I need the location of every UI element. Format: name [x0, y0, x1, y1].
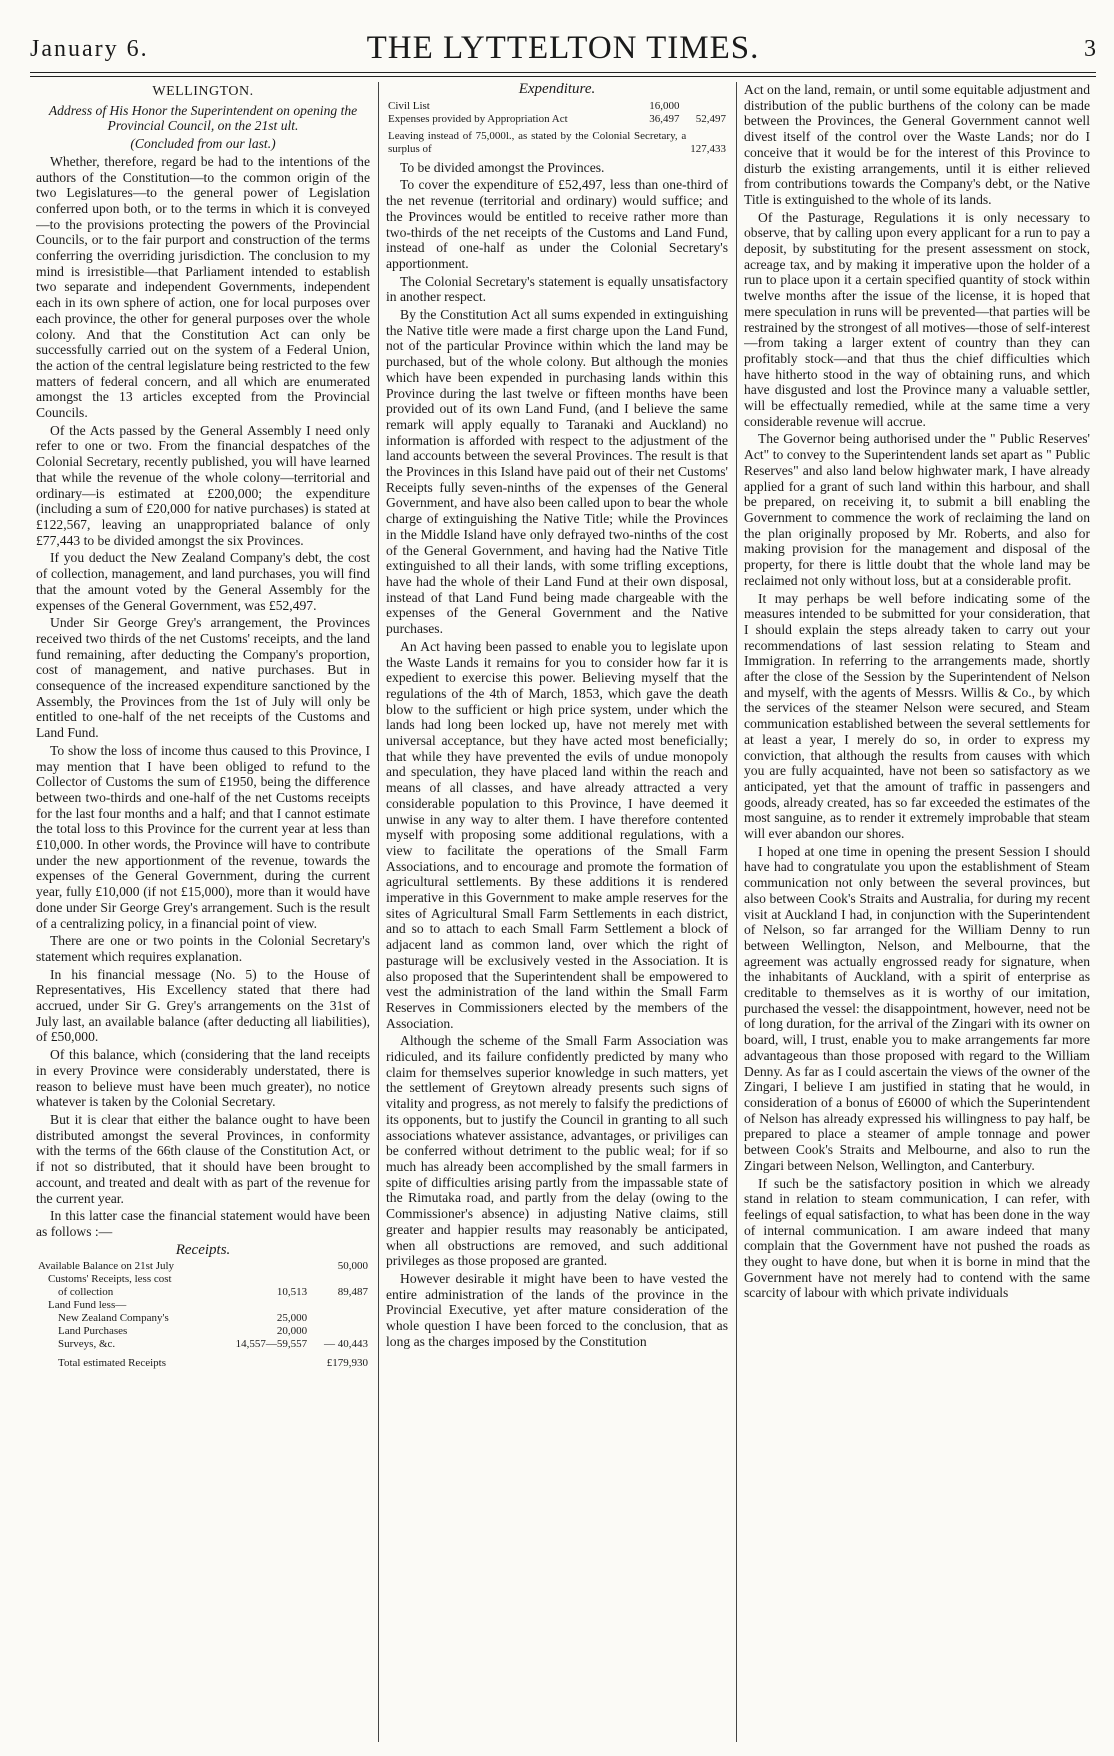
paragraph: The Governor being authorised under the " Public Reserves' Act" to convey to the Superintendent lands set apart as " Public Reserves" and also land below highwater mark, I have already applied for a grant of such land within this harbour, and shall be prepared, on receiving it, to submit a bill enabling the Government to commence the work of reclaiming the land on the plan originally proposed by Mr. Roberts, and also for making provision for the management and disposal of the property, for there is little doubt that the whole land may be reclaimed not only without loss, but at a considerable profit. — [744, 431, 1090, 588]
article-subheading: Address of His Honor the Superintendent on opening the Provincial Council, on the 21st ult. — [48, 102, 358, 134]
paragraph: There are one or two points in the Colonial Secretary's statement which requires explanation. — [36, 933, 370, 964]
paragraph: If you deduct the New Zealand Company's debt, the cost of collection, management, and land purchases, you will find that the amount voted by the General Assembly for the expenses of the General Government, was £52,497. — [36, 550, 370, 613]
row-amount: 25,000 — [276, 1312, 308, 1325]
column-divider — [736, 82, 737, 1742]
masthead — [30, 30, 1096, 74]
table-row — [36, 1286, 370, 1299]
paragraph: An Act having been passed to enable you to legislate upon the Waste Lands it remains for you to consider how far it is expedient to exercise this power. Believing myself that the regulations of the 4th of March, 1853, which gave the death blow to the sufficient or high price system, under which the lands had long been locked up, have not merely met with universal acceptance, but they have acted most beneficially; that while they have prevented the evils of undue monopoly and speculation, they have placed land within the reach and means of all classes, and have already attracted a very considerable population to this Province, I have deemed it unwise in any way to alter them. I have therefore contented myself with proposing some additional regulations, with a view to facilitate the operations of the Small Farm Associations, and to encourage and promote the formation of agricultural settlements. By these additions it is rendered imperative in this Government to make ample reserves for the sites of Agricultural Small Farm Settlements in each district, and so to attach to each Small Farm Settlement a block of adjacent land as common land, over which the right of pasturage will be exclusively vested in the Association. It is also proposed that the Superintendent shall be empowered to vest the administration of the land within the Small Farm Reserves in Commissioners elected by the members of the Association. — [386, 638, 728, 1031]
paragraph: But it is clear that either the balance ought to have been distributed amongst the several Provinces, in conformity with the terms of the 66th clause of the Constitution Act, or if not so distributed, that it should have been brought to account, and treated and dealt with as part of the revenue for the current year. — [36, 1112, 370, 1206]
row-label: Expenses provided by Appropriation Act — [388, 112, 568, 125]
paragraph: Of the Pasturage, Regulations it is only necessary to observe, that by calling upon every applicant for a run to pay a deposit, by substituting for the present assessment on stock, acreage tax, and by making it imperative upon the holder of a run to place upon it a certain specified quantity of stock within twelve months after the issue of the license, it is hoped that mere speculation in runs will be prevented—that parties will be restrained by the strongest of all motives—those of self-interest—from taking a larger extent of country than they can profitably stock—and that thus the chief difficulties which have hitherto stood in the way of obtaining runs, and which have disgusted and lost the Province many a valuable settler, will be effectually remedied, while at the same time a very considerable revenue will accrue. — [744, 209, 1090, 429]
paragraph: Act on the land, remain, or until some equitable adjustment and distribution of the public burthens of the colony can be made between the Provinces, the General Government cannot well divest itself of the control over the Waste Lands; nor do I conceive that it would be for the interest of this Province to disturb the existing arrangements, until it is either relieved from contributions towards the Company's debt, or the Native Title is extinguished to the whole of its lands. — [744, 82, 1090, 207]
row-total: 50,000 — [337, 1260, 368, 1273]
masthead-rule-2 — [30, 76, 1096, 77]
paragraph: Although the scheme of the Small Farm Association was ridiculed, and its failure confidently predicted by many who claim for themselves superior knowledge in such matters, yet the settlement of Greytown already presents such signs of vitality and progress, as not merely to falsify the predictions of its opponents, but to justify the Council in granting to all such associations whatever assistance, advantages, or priviliges can be conferred without detriment to the public weal; for if so much has already been accomplished by the small farmers in spite of difficulties arising partly from the impassable state of the Rimutaka road, and partly from the delay (owing to the Commissioner's absence) in adjusting Native claims, still greater and happier results may reasonably be anticipated, when all obstructions are removed, and such additional privileges as those proposed are granted. — [386, 1033, 728, 1269]
row-amount: 14,557—59,557 — [235, 1338, 308, 1351]
paragraph: If such be the satisfactory position in which we already stand in relation to steam communication, I can refer, with feelings of equal satisfaction, to what has been done in the way of internal communication. I am aware indeed that many complain that the Government have not pushed the roads as they ought to have done, but when it is borne in mind that the Government have not merely had to contend with the same scarcity of labour with which private individuals — [744, 1175, 1090, 1301]
paragraph: However desirable it might have been to have vested the entire administration of the lands of the province in the Provincial Executive, yet after mature consideration of the whole question I have been forced to the conclusion, that as long as the charges imposed by the Constitution — [386, 1270, 728, 1349]
row-amount: 10,513 — [276, 1286, 308, 1299]
newspaper-title: THE LYTTELTON TIMES. — [366, 30, 760, 66]
row-amount: 36,497 — [649, 112, 680, 125]
table-total-row — [36, 1351, 370, 1370]
table-row — [36, 1273, 370, 1286]
table-row — [36, 1299, 370, 1312]
row-label: of collection — [58, 1286, 114, 1299]
paragraph: To be divided amongst the Provinces. — [400, 159, 605, 175]
paragraph: In his financial message (No. 5) to the House of Representatives, His Excellency stated that there had accrued, under Sir G. Grey's arrangements on the 31st of July last, an available balance (after deducting all liabilities), of £50,000. — [36, 966, 370, 1045]
expenditure-table — [386, 100, 728, 126]
masthead-rule — [30, 72, 1096, 73]
table-row — [36, 1338, 370, 1351]
column-2 — [386, 82, 728, 1742]
paragraph: Whether, therefore, regard be had to the intentions of the authors of the Constitution—to the common origin of the two Legislatures—to the general power of Legislation conferred upon both, or to the terms in which it is conveyed—to the provisions protecting the powers of the Provincial Councils, or to the fair purport and construction of the terms conferring the overriding jurisdiction. The conclusion to my mind is irresistible—that Parliament intended to establish two separate and independent Governments, independent each in its own sphere of action, one for local purposes over each province, the other for general purposes over the whole colony. And that the Constitution Act can only be successfully carried out on the system of a Federal Union, the action of the central legislature being restricted to the few matters of federal concern, and all which are enumerated amongst the 13 articles excepted from the Provincial Councils. — [36, 153, 370, 421]
row-total — [682, 100, 728, 113]
column-divider — [378, 82, 379, 1742]
paragraph: It may perhaps be well before indicating some of the measures intended to be submitted for your consideration, that I should explain the steps already taken to carry out your recommendations of last session relating to Steam and Immigration. In referring to the arrangements made, shortly after the close of the Session by the Superintendent of Nelson and myself, with the agents of Messrs. Willis & Co., by which the services of the steamer Nelson were secured, and Steam communication established between the several settlements for at least a year, I merely do so, in order to express my conviction, that although the results from causes with which you are fully acquainted, have not been so satisfactory as we anticipated, yet that the amount of traffic in passengers and goods, already created, has so far exceeded the estimates of the most sanguine, as to render it extremely improbable that steam will ever abandon our shores. — [744, 590, 1090, 842]
row-amount — [213, 1273, 309, 1286]
receipts-table — [36, 1260, 370, 1370]
paragraph: By the Constitution Act all sums expended in extinguishing the Native title were made a first charge upon the Land Fund, not of the particular Province within which the land may be purchased, but of the whole colony. But although the monies which have been expended in purchasing lands within this Province during the last twelve or fifteen months have been provided out of its own Land Fund, (and I believe the same remark will apply equally to Taranaki and Auckland) no information is afforded with respect to the adjustment of the land accounts between the several Provinces. The result is that the Provinces in this Island have paid out of their net Customs' Receipts fully seven-ninths of the expenses of the General Government, and have also been called upon to bear the whole charge of extinguishing the Native Title; while the Provinces in the Middle Island have only defrayed two-ninths of the cost of the General Government, and having had the Native Title extinguished to all their lands, with some trifling exceptions, have had the whole of their Land Fund at their own disposal, instead of that Land Fund being made chargeable with the expenses of the General Government and the Native purchases. — [386, 307, 728, 637]
receipts-title: Receipts. — [175, 1241, 231, 1258]
row-label: Civil List — [388, 99, 430, 112]
row-total — [309, 1325, 370, 1338]
surplus-value: 127,433 — [690, 142, 726, 155]
row-amount — [213, 1299, 309, 1312]
row-label: Customs' Receipts, less cost — [48, 1273, 172, 1286]
paragraph: To show the loss of income thus caused to this Province, I may mention that I have been obliged to refund to the Collector of Customs the sum of £1950, being the difference between two-thirds and one-half of the net Customs receipts for the last four months and a half; and that I cannot estimate the total loss to this Province for the current year at less than £10,000. In other words, the Province will have to contribute under the new apportionment of the revenue, towards the expenses of the General Government, during the current year, fully £10,000 (if not £15,000), more than it would have done under Sir George Grey's arrangement. Such is the result of a centralizing policy, in a financial point of view. — [36, 742, 370, 931]
row-total: 89,487 — [337, 1286, 368, 1299]
row-label: Land Purchases — [58, 1325, 128, 1338]
table-row — [386, 100, 728, 113]
row-total — [309, 1312, 370, 1325]
article-heading: WELLINGTON. — [152, 84, 254, 99]
paragraph: The Colonial Secretary's statement is equally unsatisfactory in another respect. — [386, 273, 728, 305]
expenditure-title: Expenditure. — [518, 82, 596, 97]
surplus-label: Leaving instead of 75,000l., as stated by the Colonial Secretary, a surplus of — [388, 129, 687, 155]
row-amount: 20,000 — [276, 1325, 308, 1338]
paragraph: Under Sir George Grey's arrangement, the Provinces received two thirds of the net Customs' receipts, and the land fund remaining, after deducting the Company's proportion, cost of management, and native purchases. But in consequence of the increased expenditure sanctioned by the Assembly, the Provinces from the 1st of July will only be entitled to one-half of the net receipts of the Customs and Land Fund. — [36, 615, 370, 741]
paragraph: I hoped at one time in opening the present Session I should have had to congratulate you upon the establishment of Steam communication not only between the several provinces, but also between Cook's Straits and Australia, for during my recent visit at Auckland I had, in conjunction with the Superintendent of Nelson, so far arranged for the William Denny to run between Wellington, Nelson, and Melbourne, that the agreement was actually engrossed ready for signature, when the inhabitants of Auckland, with a spirit of enterprise as creditable to themselves as it is worthy of our imitation, purchased the vessel: the disappointment, however, need not be of long duration, for the arrival of the Zingari with its owner on board, will, I trust, enable you to make arrangements far more advantageous than those proposed with regard to the William Denny. As far as I could ascertain the views of the owner of the Zingari, I believe I am justified in stating that he would, in consideration of a bonus of £6000 of which the Superintendent of Nelson has already expressed his willingness to pay half, be prepared to place a steamer of ample tonnage and power between Cook's Straits and Melbourne, and also to run the Zingari between Nelson, Wellington, and Canterbury. — [744, 843, 1090, 1173]
page-number: 3 — [1084, 36, 1096, 62]
table-row — [386, 130, 728, 156]
paragraph: To cover the expenditure of £52,497, less than one-third of the net revenue (territorial and ordinary) would suffice; and the Provinces would be entitled to receive rather more than two-thirds of the net receipts of the Customs and Land Fund, instead of one-half as under the Colonial Secretary's apportionment. — [386, 177, 728, 271]
row-total: — 40,443 — [324, 1338, 368, 1351]
row-total — [309, 1299, 370, 1312]
surplus-row — [386, 130, 728, 156]
row-label: Available Balance on 21st July — [38, 1260, 175, 1273]
row-total — [309, 1273, 370, 1286]
paragraph: Of this balance, which (considering that the land receipts in every Province were considerably understated, there is reason to believe must have been much greater), no notice whatever is taken by the Colonial Secretary. — [36, 1047, 370, 1110]
total-value: £179,930 — [326, 1357, 368, 1370]
row-label: Surveys, &c. — [58, 1338, 116, 1351]
table-row — [36, 1260, 370, 1273]
row-amount: 16,000 — [649, 99, 680, 112]
paragraph: In this latter case the financial statement would have been as follows :— — [36, 1208, 370, 1239]
row-label: New Zealand Company's — [58, 1312, 169, 1325]
table-row — [36, 1325, 370, 1338]
table-row — [36, 1312, 370, 1325]
paragraph: Of the Acts passed by the General Assembly I need only refer to one or two. From the financial despatches of the Colonial Secretary, recently published, you will have learned that while the revenue of the whole colony—territorial and ordinary—is estimated at £200,000; the expenditure (including a sum of £20,000 for native purchases) is stated at £122,567, leaving an unappropriated balance of only £77,443 to be divided amongst the six Provinces. — [36, 422, 370, 548]
table-row — [386, 113, 728, 126]
row-total: 52,497 — [695, 112, 726, 125]
total-label: Total estimated Receipts — [58, 1357, 166, 1370]
row-amount — [213, 1260, 309, 1273]
column-1 — [36, 82, 370, 1742]
row-label: Land Fund less— — [48, 1299, 127, 1312]
issue-date: January 6. — [30, 36, 149, 62]
continuation-note: (Concluded from our last.) — [130, 136, 276, 152]
column-3 — [744, 82, 1090, 1742]
